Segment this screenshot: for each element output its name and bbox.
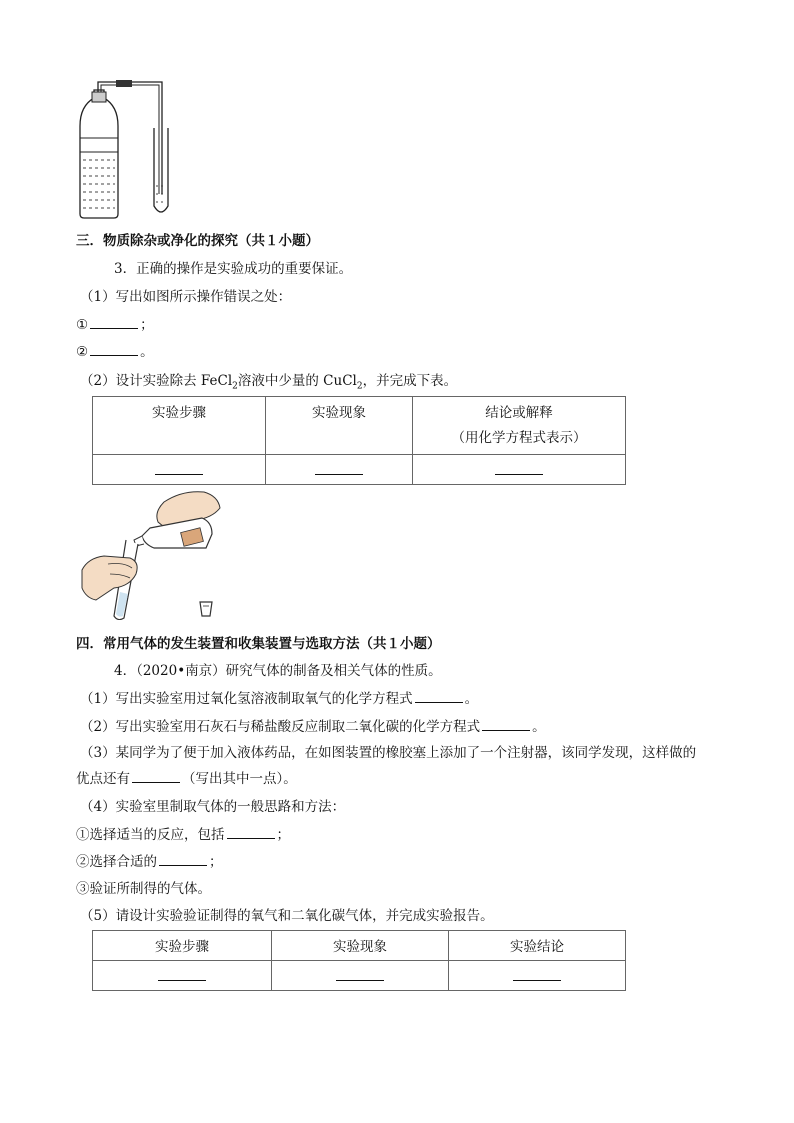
table-cell[interactable] — [266, 455, 413, 485]
table-header-steps: 实验步骤 — [93, 397, 266, 455]
section-3-heading: 三．物质除杂或净化的探究（共１小题） — [76, 233, 319, 249]
table-header-conclusion: 实验结论 — [449, 931, 626, 961]
q4-part3-line1: （3）某同学为了便于加入液体药品，在如图装置的橡胶塞上添加了一个注射器，该同学发现，这样做的 — [80, 745, 697, 761]
answer-blank[interactable] — [90, 327, 138, 329]
table-header-conclusion: 结论或解释 （用化学方程式表示） — [413, 397, 626, 455]
q3-part1: （1）写出如图所示操作错误之处： — [80, 289, 292, 305]
q4-part1: （1）写出实验室用过氧化氢溶液制取氧气的化学方程式 。 — [80, 691, 479, 707]
answer-blank[interactable] — [158, 966, 206, 981]
answer-blank[interactable] — [155, 460, 203, 475]
q4-report-table — [92, 930, 626, 991]
answer-blank[interactable] — [159, 864, 207, 866]
table-header-phenomena: 实验现象 — [266, 397, 413, 455]
q4-part5: （5）请设计实验验证制得的氧气和二氧化碳气体，并完成实验报告。 — [80, 908, 494, 924]
answer-blank[interactable] — [90, 354, 138, 356]
q3-answer-table — [92, 396, 626, 485]
table-cell[interactable] — [93, 455, 266, 485]
q4-part4: （4）实验室里制取气体的一般思路和方法： — [80, 799, 346, 815]
answer-blank[interactable] — [495, 460, 543, 475]
section-4-heading: 四．常用气体的发生装置和收集装置与选取方法（共１小题） — [76, 636, 441, 652]
answer-blank[interactable] — [482, 729, 530, 731]
q3-item1: ① ； — [76, 317, 154, 333]
answer-blank[interactable] — [132, 781, 180, 783]
q4-part2: （2）写出实验室用石灰石与稀盐酸反应制取二氧化碳的化学方程式 。 — [80, 719, 546, 735]
pouring-liquid-figure — [78, 488, 228, 620]
answer-blank[interactable] — [513, 966, 561, 981]
q4-part3-line2: 优点还有 （写出其中一点）。 — [76, 771, 297, 787]
table-cell[interactable] — [413, 455, 626, 485]
q3-item2: ② 。 — [76, 344, 154, 360]
table-cell[interactable] — [272, 961, 449, 991]
q3-part2: （2）设计实验除去 FeCl$_2$溶液中少量的 CuCl$_2$，并完成下表。 — [80, 373, 458, 392]
table-header-steps: 实验步骤 — [93, 931, 272, 961]
q4-part4-item1: ①选择适当的反应，包括 ； — [76, 827, 290, 843]
table-cell[interactable] — [93, 961, 272, 991]
answer-blank[interactable] — [227, 837, 275, 839]
q4-part4-item3: ③验证所制得的气体。 — [76, 881, 211, 897]
table-header-phenomena: 实验现象 — [272, 931, 449, 961]
answer-blank[interactable] — [415, 701, 463, 703]
table-cell[interactable] — [449, 961, 626, 991]
question-3-intro: 3．正确的操作是实验成功的重要保证。 — [114, 261, 353, 277]
q4-part4-item2: ②选择合适的 ； — [76, 854, 223, 870]
bottle-tube-apparatus-figure — [76, 76, 180, 220]
question-4-intro: 4．（2020•南京）研究气体的制备及相关气体的性质。 — [114, 663, 442, 679]
answer-blank[interactable] — [315, 460, 363, 475]
answer-blank[interactable] — [336, 966, 384, 981]
